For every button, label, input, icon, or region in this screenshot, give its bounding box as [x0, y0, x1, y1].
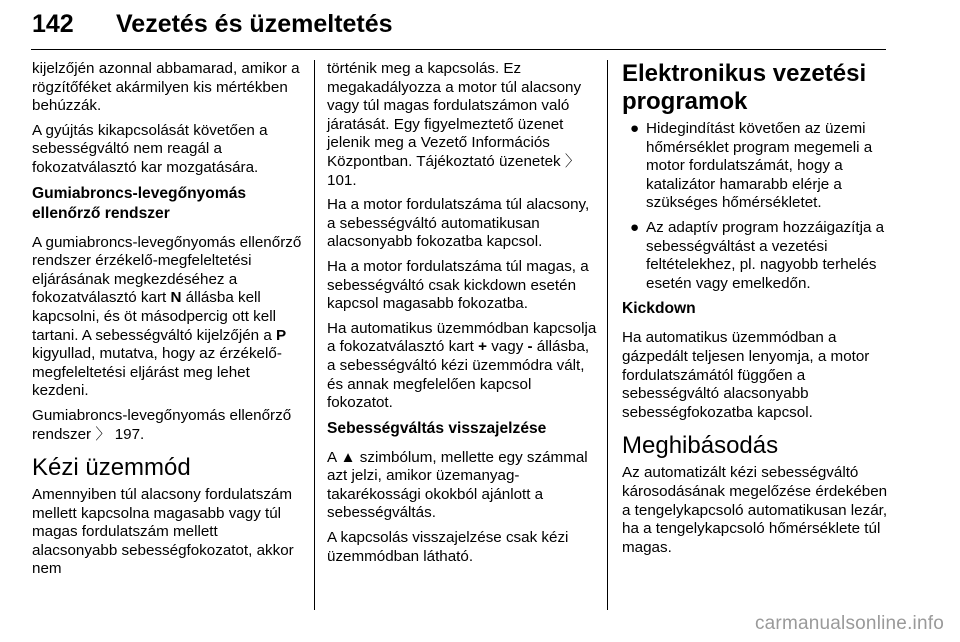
- page-number: 142: [32, 10, 74, 38]
- upshift-arrow-icon: ▲: [340, 448, 356, 466]
- paragraph-tpms-procedure: A gumiabroncs-levegőnyomás ellenőrző rendszer érzékelő-megfeleltetési eljárásának megkezdéséhez a fokozatválasztó kart N állásba kell kapcsolni, és öt másodpercig ott kell tartani. A sebességváltó kijelzőjén a P kigyullad, mutatva, hogy az érzékelő-megfeleltetési eljárást meg lehet kezdeni.: [32, 233, 302, 400]
- paragraph-kickdown: Ha automatikus üzemmódban a gázpedált teljesen lenyomja, a motor fordulatszámától függően a sebességváltó alacsonyabb sebességfokozatba kapcsol.: [622, 329, 870, 421]
- column-3: [622, 60, 892, 563]
- page-header: [0, 0, 960, 50]
- page-title: Vezetés és üzemeltetés: [116, 10, 393, 38]
- minus-symbol: -: [527, 338, 533, 356]
- paragraph-tpms-reference: Gumiabroncs-levegőnyomás ellenőrző rendszer 〉 197.: [32, 406, 292, 443]
- paragraph-auto-to-manual: Ha automatikus üzemmódban kapcsolja a fokozatválasztó kart + vagy - állásba, a sebességváltó kézi üzemmódra vált, és annak megfelelően kapcsol fokozatot.: [327, 319, 597, 412]
- heading-driving-programs: Elektronikus vezetési programok: [622, 60, 867, 115]
- page-reference-icon[interactable]: 〉: [564, 152, 581, 170]
- plus-symbol: +: [478, 338, 487, 356]
- gear-p-label: P: [276, 326, 287, 344]
- bullet-icon: ●: [630, 120, 640, 137]
- paragraph-shift-indicator: A ▲ szimbólum, mellette egy számmal azt jelzi, amikor üzemanyag-takarékossági okokból ajánlott a sebességváltás.: [327, 448, 588, 522]
- gear-n-label: N: [170, 289, 182, 307]
- paragraph-brake-continuation: kijelzőjén azonnal abbamarad, amikor a rögzítőféket akármilyen kis mértékben behúzzák.: [32, 60, 300, 115]
- paragraph-high-rpm: Ha a motor fordulatszáma túl magas, a sebességváltó csak kickdown esetén kapcsol magasabb fokozatba.: [327, 257, 589, 313]
- driving-programs-list: [622, 120, 892, 293]
- bullet-icon: ●: [630, 218, 640, 236]
- heading-shift-indicator: Sebességváltás visszajelzése: [327, 419, 547, 437]
- column-1: [32, 60, 307, 585]
- heading-fault: Meghibásodás: [622, 432, 779, 460]
- heading-tpms: Gumiabroncs-levegőnyomás ellenőrző rendszer: [32, 184, 247, 222]
- column-divider-1: [314, 60, 315, 610]
- paragraph-manual-mode: Amennyiben túl alacsony fordulatszám mellett kapcsolna magasabb vagy túl magas fordulatszám mellett alacsonyabb sebességfokozatot, akkor nem: [32, 486, 294, 578]
- paragraph-ignition-off: A gyújtás kikapcsolását követően a sebességváltó nem reagál a fokozatválasztó kar mozgatására.: [32, 121, 268, 176]
- watermark: carmanualsonline.info: [754, 613, 944, 634]
- paragraph-fault: Az automatizált kézi sebességváltó károsodásának megelőzése érdekében a tengelykapcsoló automatikusan lezár, ha a tengelykapcsoló hőmérséklete túl magas.: [622, 464, 888, 556]
- heading-manual-mode: Kézi üzemmód: [32, 454, 191, 482]
- paragraph-low-rpm: Ha a motor fordulatszáma túl alacsony, a sebességváltó automatikusan alacsonyabb fokozatba kapcsol.: [327, 196, 590, 251]
- header-rule: [31, 49, 886, 50]
- column-2: [327, 60, 597, 572]
- column-divider-2: [607, 60, 608, 610]
- paragraph-shift-indicator-manual: A kapcsolás visszajelzése csak kézi üzemmódban látható.: [327, 529, 569, 565]
- list-item: ● Hidegindítást követően az üzemi hőmérséklet program megemeli a motor fordulatszámát, hogy a katalizátor hamarabb elérje a szükséges hőmérsékletet.: [630, 120, 873, 212]
- heading-kickdown: Kickdown: [622, 300, 696, 318]
- paragraph-shift-prevention: történik meg a kapcsolás. Ez megakadályozza a motor túl alacsony vagy túl magas fordulatszámon való járatását. Egy figyelmeztető üzenet jelenik meg a Vezető Információs Központban. Tájékoztató üzenetek 〉 101.: [327, 60, 582, 189]
- list-item: ● Az adaptív program hozzáigazítja a sebességváltást a vezetési feltételekhez, pl. nagyobb terhelés esetén vagy emelkedőn.: [630, 218, 885, 292]
- page-reference-icon[interactable]: 〉: [95, 425, 111, 443]
